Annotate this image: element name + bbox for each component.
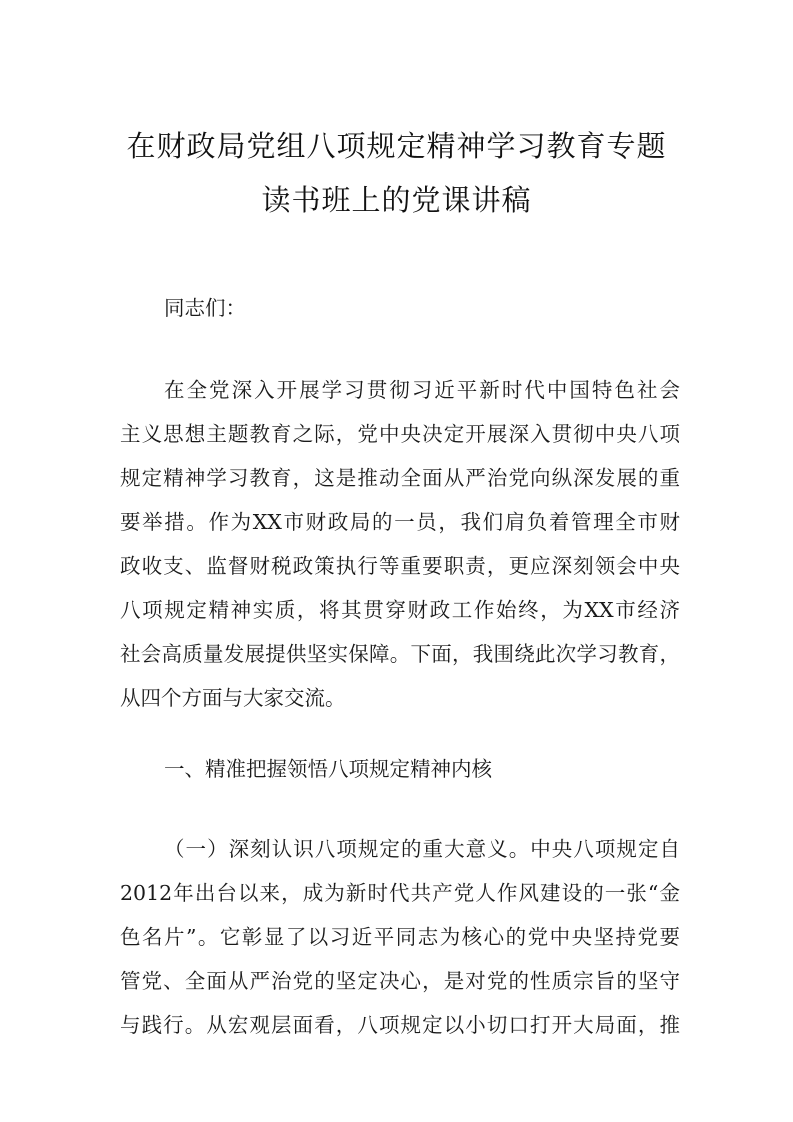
- paragraph-1-line: 规定精神学习教育，这是推动全面从严治党向纵深发展的重: [120, 466, 680, 490]
- paragraph-2-line: 管党、全面从严治党的坚定决心，是对党的性质宗旨的坚守: [120, 969, 680, 993]
- paragraph-2-line: 2012年出台以来，成为新时代共产党人作风建设的一张“金: [120, 881, 680, 905]
- paragraph-2-line: 与践行。从宏观层面看，八项规定以小切口打开大局面，推: [120, 1013, 680, 1037]
- document-title-line-2: 读书班上的党课讲稿: [261, 183, 532, 217]
- document-title-line-1: 在财政局党组八项规定精神学习教育专题: [126, 129, 667, 163]
- paragraph-1-line: 八项规定精神实质，将其贯穿财政工作始终，为XX市经济: [120, 598, 680, 622]
- paragraph-1-line: 在全党深入开展学习贯彻习近平新时代中国特色社会: [164, 378, 680, 402]
- salutation: 同志们：: [164, 296, 246, 320]
- paragraph-1-line: 要举措。作为XX市财政局的一员，我们肩负着管理全市财: [120, 510, 680, 534]
- section-heading: 一、精准把握领悟八项规定精神内核: [164, 757, 492, 781]
- paragraph-1-line: 社会高质量发展提供坚实保障。下面，我围绕此次学习教育，: [120, 642, 680, 666]
- paragraph-2-line: （一）深刻认识八项规定的重大意义。中央八项规定自: [164, 837, 680, 861]
- paragraph-2-line: 色名片”。它彰显了以习近平同志为核心的党中央坚持党要: [120, 925, 680, 949]
- paragraph-1-line: 从四个方面与大家交流。: [120, 686, 346, 710]
- paragraph-1-line: 主义思想主题教育之际，党中央决定开展深入贯彻中央八项: [120, 422, 680, 446]
- paragraph-1-line: 政收支、监督财税政策执行等重要职责，更应深刻领会中央: [120, 554, 680, 578]
